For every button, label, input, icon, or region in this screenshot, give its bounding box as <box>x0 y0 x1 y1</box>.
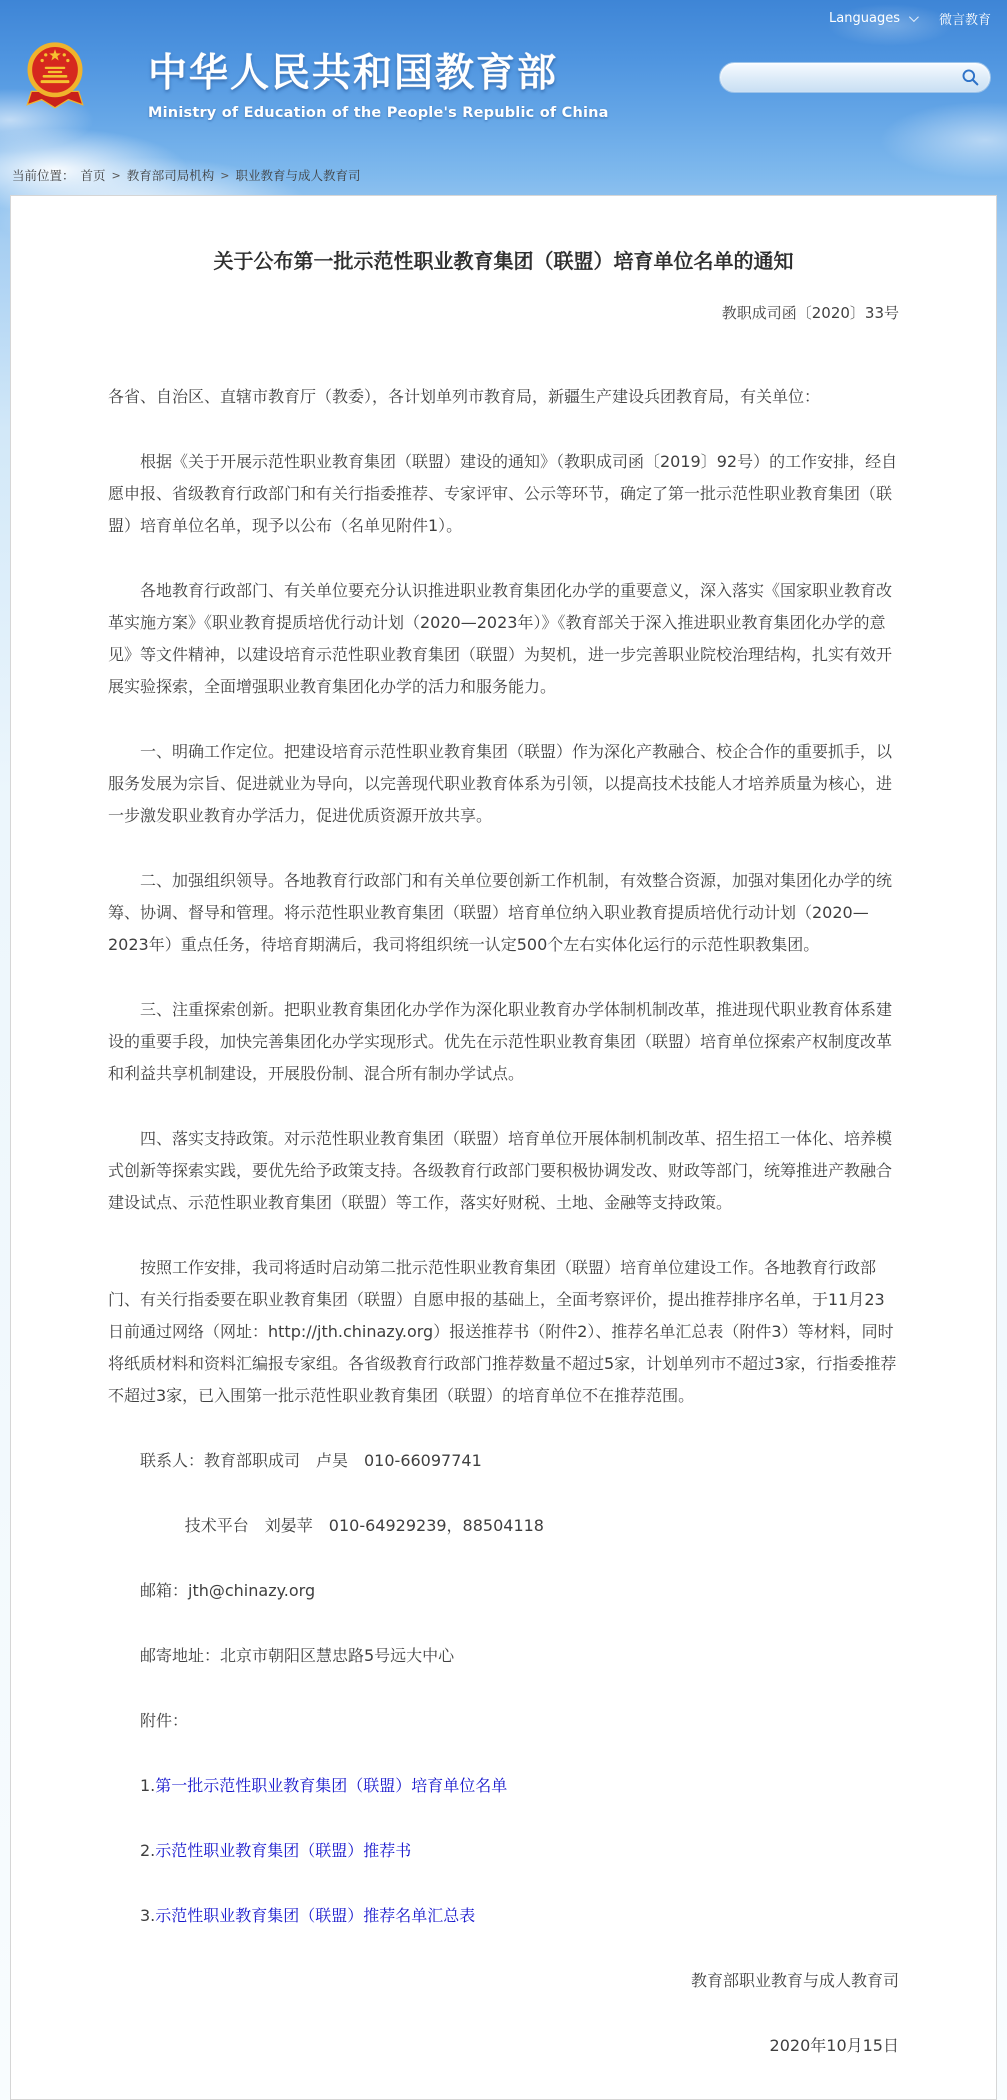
doc-paragraph: 二、加强组织领导。各地教育行政部门和有关单位要创新工作机制，有效整合资源，加强对集团化办学的统筹、协调、督导和管理。将示范性职业教育集团（联盟）培育单位纳入职业教育提质培优行动计划（2020—2023年）重点任务，待培育期满后，我司将组织统一认定500个左右实体化运行的示范性职教集团。 <box>108 871 893 954</box>
search-input[interactable] <box>734 70 961 85</box>
attachment-number: 3. <box>140 1906 156 1925</box>
weiyan-jiaoyu-link[interactable]: 微言教育 <box>938 13 991 28</box>
doc-paragraph: 四、落实支持政策。对示范性职业教育集团（联盟）培育单位开展体制机制改革、招生招工一体化、培养模式创新等探索实践，要优先给予政策支持。各级教育行政部门要积极协调发改、财政等部门，统筹推进产教融合建设试点、示范性职业教育集团（联盟）等工作，落实好财税、土地、金融等支持政策。 <box>108 1129 893 1212</box>
search-icon[interactable] <box>961 68 980 87</box>
doc-paragraph: 按照工作安排，我司将适时启动第二批示范性职业教育集团（联盟）培育单位建设工作。各地教育行政部门、有关行指委要在职业教育集团（联盟）自愿申报的基础上，全面考察评价，提出推荐排序名单，于11月23日前通过网络（网址：http://jth.chinazy.org）报送推荐书（附件2）、推荐名单汇总表（附件3）等材料，同时将纸质材料和资料汇编报专家组。各省级教育行政部门推荐数量不超过5家，计划单列市不超过3家，行指委推荐不超过3家，已入围第一批示范性职业教育集团（联盟）的培育单位不在推荐范围。 <box>108 1258 897 1405</box>
breadcrumb-separator-icon: > <box>111 168 121 182</box>
contact-tech-line: 技术平台 刘晏苹 010-64929239，88504118 <box>184 1516 544 1535</box>
contact-address-line: 邮寄地址：北京市朝阳区慧忠路5号远大中心 <box>140 1646 455 1665</box>
breadcrumb-prefix: 当前位置： <box>12 168 75 183</box>
site-subtitle: Ministry of Education of the People's Republic of China <box>148 105 609 121</box>
attachment-link-3[interactable]: 示范性职业教育集团（联盟）推荐名单汇总表 <box>155 1906 476 1925</box>
breadcrumb-current: 职业教育与成人教育司 <box>235 168 361 183</box>
breadcrumb-home[interactable]: 首页 <box>80 168 106 183</box>
title-group <box>148 42 609 121</box>
attachment-link-2[interactable]: 示范性职业教育集团（联盟）推荐书 <box>155 1841 412 1860</box>
doc-date: 2020年10月15日 <box>769 2036 899 2055</box>
breadcrumb <box>12 166 361 184</box>
attachment-item <box>108 1900 899 1932</box>
contact-person-line: 联系人：教育部职成司 卢昊 010-66097741 <box>140 1451 482 1470</box>
doc-paragraph: 根据《关于开展示范性职业教育集团（联盟）建设的通知》（教职成司函〔2019〕92号）的工作安排，经自愿申报、省级教育行政部门和有关行指委推荐、专家评审、公示等环节，确定了第一批示范性职业教育集团（联盟）培育单位名单，现予以公布（名单见附件1）。 <box>108 452 898 535</box>
breadcrumb-departments[interactable]: 教育部司局机构 <box>126 168 215 183</box>
search-box <box>719 62 991 93</box>
attachments-label: 附件： <box>140 1711 189 1730</box>
doc-paragraph: 三、注重探索创新。把职业教育集团化办学作为深化职业教育办学体制机制改革，推进现代职业教育体系建设的重要手段，加快完善集团化办学实现形式。优先在示范性职业教育集团（联盟）培育单位探索产权制度改革和利益共享机制建设，开展股份制、混合所有制办学试点。 <box>108 1000 893 1083</box>
notice-document <box>10 195 997 2100</box>
languages-link[interactable]: Languages <box>829 11 900 26</box>
attachment-item <box>108 1835 899 1867</box>
attachment-item <box>108 1770 899 1802</box>
doc-title: 关于公布第一批示范性职业教育集团（联盟）培育单位名单的通知 <box>213 249 794 273</box>
doc-signature: 教育部职业教育与成人教育司 <box>690 1971 899 1990</box>
attachment-link-1[interactable]: 第一批示范性职业教育集团（联盟）培育单位名单 <box>155 1776 508 1795</box>
attachment-number: 1. <box>140 1776 156 1795</box>
doc-paragraph: 各地教育行政部门、有关单位要充分认识推进职业教育集团化办学的重要意义，深入落实《国家职业教育改革实施方案》《职业教育提质培优行动计划（2020—2023年）》《教育部关于深入推进职业教育集团化办学的意见》等文件精神，以建设培育示范性职业教育集团（联盟）为契机，进一步完善职业院校治理结构，扎实有效开展实验探索，全面增强职业教育集团化办学的活力和服务能力。 <box>108 581 893 696</box>
site-header <box>0 0 1007 165</box>
national-emblem-logo <box>22 40 88 114</box>
site-title: 中华人民共和国教育部 <box>148 51 559 96</box>
doc-paragraph: 一、明确工作定位。把建设培育示范性职业教育集团（联盟）作为深化产教融合、校企合作的重要抓手，以服务发展为宗旨、促进就业为导向，以完善现代职业教育体系为引领，以提高技术技能人才培养质量为核心，进一步激发职业教育办学活力，促进优质资源开放共享。 <box>108 742 893 825</box>
contact-email-line: 邮箱：jth@chinazy.org <box>140 1581 316 1600</box>
breadcrumb-separator-icon: > <box>220 168 230 182</box>
doc-salutation: 各省、自治区、直辖市教育厅（教委），各计划单列市教育局，新疆生产建设兵团教育局，有关单位： <box>108 387 821 406</box>
doc-number: 教职成司函〔2020〕33号 <box>721 304 899 322</box>
attachment-number: 2. <box>140 1841 156 1860</box>
